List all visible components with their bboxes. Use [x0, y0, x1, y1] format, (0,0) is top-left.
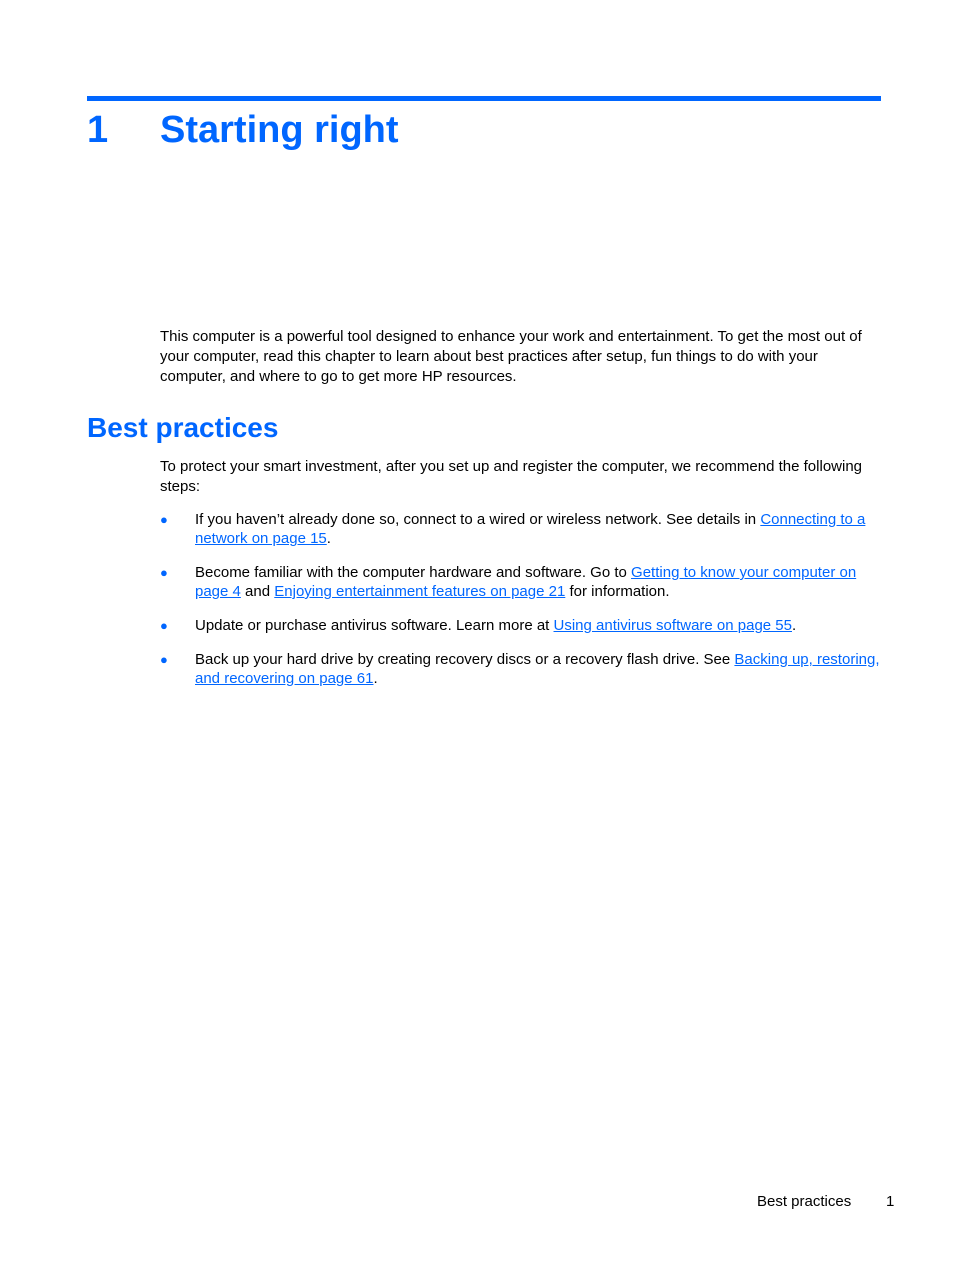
footer-section-label: Best practices	[757, 1193, 852, 1210]
bullet-icon: ●	[160, 652, 168, 667]
list-item-text: Back up your hard drive by creating recovery discs or a recovery flash drive. See	[195, 651, 735, 668]
list-item-text-end: .	[792, 617, 797, 634]
chapter-rule	[87, 96, 881, 101]
list-item	[160, 510, 885, 548]
link-connecting-to-network[interactable]: Connecting to a network on page 15	[195, 511, 866, 547]
link-antivirus-software[interactable]: Using antivirus software on page 55	[553, 617, 792, 634]
chapter-title: Starting right	[160, 109, 399, 151]
list-item-text: If you haven’t already done so, connect to a wired or wireless network. See details in	[195, 511, 761, 528]
list-item	[160, 616, 885, 635]
list-item-text-end: .	[326, 530, 331, 547]
list-item-text-end: for information.	[565, 583, 670, 600]
bullet-icon: ●	[160, 512, 168, 527]
intro-paragraph: This computer is a powerful tool designed to enhance your work and entertainment. To get the most out of your computer, read this chapter to learn about best practices after setup, fun things to do with your computer, and where to go to get more HP resources.	[160, 328, 862, 385]
footer-page-number: 1	[886, 1193, 895, 1210]
best-practices-list	[160, 510, 885, 703]
section-lead-paragraph: To protect your smart investment, after you set up and register the computer, we recommend the following steps:	[160, 458, 863, 495]
link-backing-up-recovering[interactable]: Backing up, restoring, and recovering on page 61	[195, 651, 880, 687]
list-item-text: Update or purchase antivirus software. Learn more at	[195, 617, 554, 634]
section-heading: Best practices	[87, 412, 279, 443]
link-getting-to-know-computer[interactable]: Getting to know your computer on page 4	[195, 564, 857, 600]
list-item	[160, 563, 885, 601]
list-item	[160, 650, 885, 688]
list-item-text-end: .	[373, 670, 378, 687]
bullet-icon: ●	[160, 565, 168, 580]
bullet-icon: ●	[160, 618, 168, 633]
chapter-number: 1	[87, 109, 109, 151]
list-item-text-middle: and	[240, 583, 275, 600]
link-entertainment-features[interactable]: Enjoying entertainment features on page 21	[274, 583, 566, 600]
list-item-text: Become familiar with the computer hardware and software. Go to	[195, 564, 632, 581]
